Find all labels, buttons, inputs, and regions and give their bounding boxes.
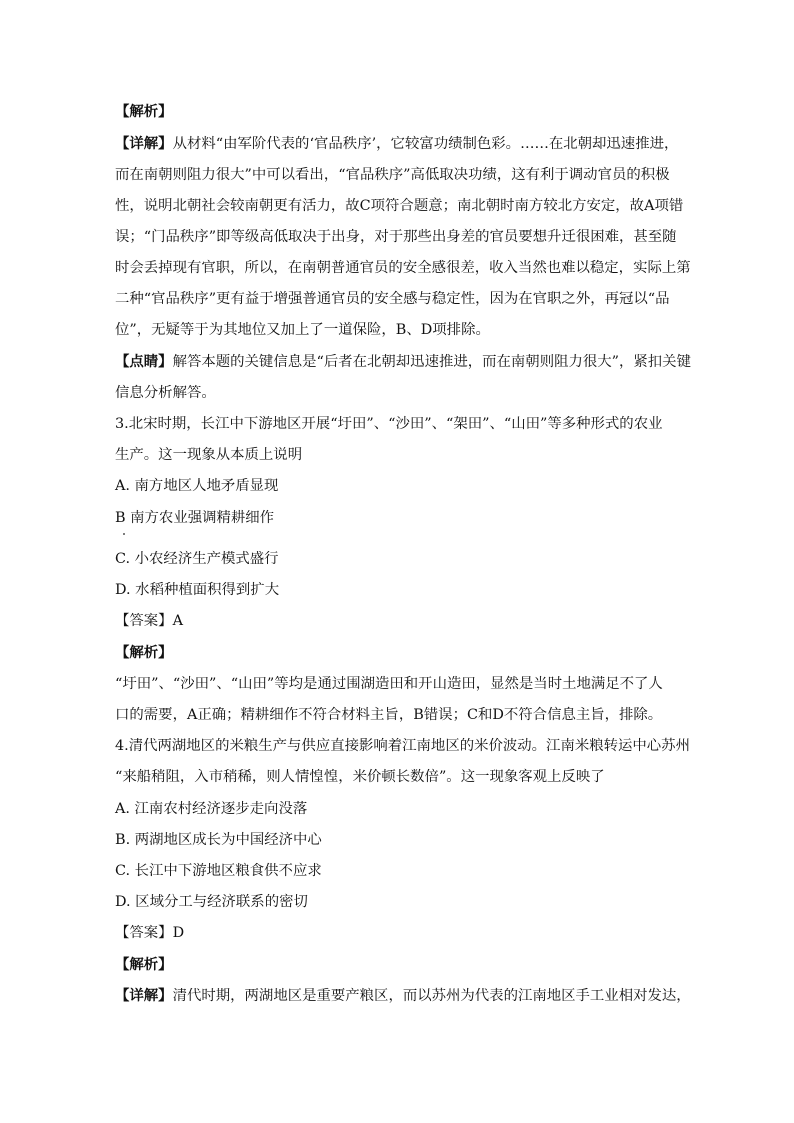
question-3-explanation: 口的需要，A正确；精耕细作不符合材料主旨，B错误；C和D不符合信息主旨，排除。 (115, 707, 663, 723)
tip-text: 解答本题的关键信息是“后者在北朝却迅速推进，而在南朝则阻力很大”，紧扣关键 (172, 354, 691, 370)
detail-paragraph-line (115, 134, 678, 154)
question-4-option-c: C. 长江中下游地区粮食供不应求 (115, 863, 322, 879)
detail-label: 【详解】 (115, 987, 173, 1004)
detail-text: 清代时期，两湖地区是重要产粮区，而以苏州为代表的江南地区手工业相对发达， (172, 988, 691, 1004)
option-b-dot-mark (123, 533, 125, 535)
detail-paragraph-line (115, 986, 691, 1006)
question-3-option-c: C. 小农经济生产模式盛行 (115, 551, 279, 567)
analysis-heading: 【解析】 (115, 103, 173, 120)
question-4-option-d: D. 区域分工与经济联系的密切 (115, 894, 308, 910)
detail-paragraph-line: 而在南朝则阻力很大”中可以看出，“官品秩序”高低取决功绩，这有利于调动官员的积极 (115, 167, 670, 183)
detail-paragraph-line: 二种“官品秩序”更有益于增强普通官员的安全感与稳定性，因为在官职之外，再冠以“品 (115, 291, 670, 307)
analysis-heading: 【解析】 (115, 956, 173, 973)
question-4-stem: “来船稍阻，入市稍稀，则人情惶惶，米价顿长数倍”。这一现象客观上反映了 (115, 769, 605, 785)
tip-paragraph-line (115, 352, 691, 372)
detail-text: 从材料“由军阶代表的‘官品秩序’，它较富功绩制色彩。……在北朝却迅速推进， (172, 136, 679, 152)
question-3-explanation: “圩田”、“沙田”、“山田”等均是通过围湖造田和开山造田，显然是当时土地满足不了人 (115, 676, 663, 692)
question-4-stem: 4.清代两湖地区的米粮生产与供应直接影响着江南地区的米价波动。江南米粮转运中心苏州 (115, 738, 690, 754)
question-4-option-a: A. 江南农村经济逐步走向没落 (115, 801, 308, 817)
tip-label: 【点睛】 (115, 353, 173, 370)
analysis-heading: 【解析】 (115, 644, 173, 661)
question-3-stem: 3.北宋时期，长江中下游地区开展“圩田”、“沙田”、“架田”、“山田”等多种形式的农业 (115, 416, 663, 432)
question-3-stem: 生产。这一现象从本质上说明 (115, 447, 303, 463)
detail-paragraph-line: 性，说明北朝社会较南朝更有活力，故C项符合题意；南北朝时南方较北方安定，故A项错 (115, 198, 684, 214)
detail-paragraph-line: 误；“门品秩序”即等级高低取决于出身，对于那些出身差的官员要想升迁很困难，甚至随 (115, 229, 677, 245)
question-3-answer: 【答案】A (115, 613, 183, 629)
detail-paragraph-line: 时会丢掉现有官职，所以，在南朝普通官员的安全感很差，收入当然也难以稳定，实际上第 (115, 260, 691, 276)
question-4-answer: 【答案】D (115, 925, 185, 941)
detail-paragraph-line: 位”，无疑等于为其地位又加上了一道保险，B、D项排除。 (115, 322, 490, 338)
detail-label: 【详解】 (115, 135, 173, 152)
question-4-option-b: B. 两湖地区成长为中国经济中心 (115, 832, 322, 848)
question-3-option-b: B 南方农业强调精耕细作 (115, 510, 275, 526)
question-3-option-d: D. 水稻种植面积得到扩大 (115, 582, 280, 598)
question-3-option-a: A. 南方地区人地矛盾显现 (115, 478, 279, 494)
tip-paragraph-line: 信息分析解答。 (115, 385, 216, 401)
